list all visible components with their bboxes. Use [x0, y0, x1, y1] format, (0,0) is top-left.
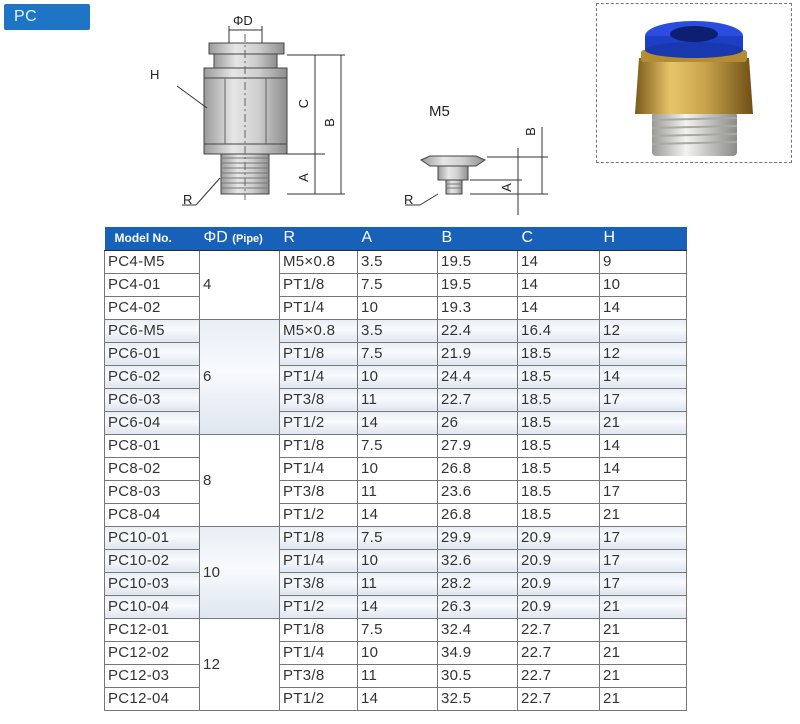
- cell-r: PT3/8: [280, 572, 358, 595]
- m5-dim-b-label: B: [522, 127, 538, 136]
- cell-pipe-diameter: 8: [200, 434, 280, 526]
- cell-a: 7.5: [358, 618, 438, 641]
- cell-b: 22.7: [438, 388, 518, 411]
- table-row: [105, 480, 687, 503]
- cell-h: 21: [600, 595, 687, 618]
- cell-model: PC12-04: [105, 687, 200, 710]
- cell-b: 26.8: [438, 503, 518, 526]
- cell-h: 14: [600, 365, 687, 388]
- cell-h: 10: [600, 273, 687, 296]
- cell-c: 16.4: [518, 319, 600, 342]
- dim-phi-d-label: ΦD: [233, 13, 253, 28]
- cell-r: PT3/8: [280, 388, 358, 411]
- dim-r-label: R: [183, 192, 193, 207]
- cell-b: 24.4: [438, 365, 518, 388]
- push-in-fitting-photo-icon: [597, 4, 791, 162]
- table-row: [105, 572, 687, 595]
- cell-a: 3.5: [358, 319, 438, 342]
- cell-model: PC12-02: [105, 641, 200, 664]
- cell-h: 21: [600, 618, 687, 641]
- series-badge-label: PC: [14, 8, 38, 25]
- cell-r: PT1/2: [280, 687, 358, 710]
- cell-b: 32.5: [438, 687, 518, 710]
- cell-r: PT1/8: [280, 273, 358, 296]
- table-row: [105, 503, 687, 526]
- cell-b: 34.9: [438, 641, 518, 664]
- cell-r: M5×0.8: [280, 250, 358, 273]
- cell-model: PC8-03: [105, 480, 200, 503]
- table-row: [105, 319, 687, 342]
- cell-model: PC10-03: [105, 572, 200, 595]
- cell-b: 19.5: [438, 273, 518, 296]
- m5-dimension-lines: [405, 127, 548, 215]
- dim-b-label: B: [321, 118, 337, 127]
- header-pipe-diameter: [200, 227, 280, 250]
- cell-model: PC4-M5: [105, 250, 200, 273]
- cell-c: 18.5: [518, 503, 600, 526]
- cell-h: 21: [600, 687, 687, 710]
- cell-h: 21: [600, 411, 687, 434]
- cell-model: PC10-01: [105, 526, 200, 549]
- cell-r: PT1/4: [280, 549, 358, 572]
- cell-c: 20.9: [518, 572, 600, 595]
- cell-b: 29.9: [438, 526, 518, 549]
- cell-model: PC10-04: [105, 595, 200, 618]
- cell-model: PC12-01: [105, 618, 200, 641]
- cell-a: 7.5: [358, 342, 438, 365]
- cell-a: 10: [358, 365, 438, 388]
- cell-r: PT3/8: [280, 480, 358, 503]
- dim-h-label: H: [150, 67, 160, 82]
- cell-b: 21.9: [438, 342, 518, 365]
- dim-c-label: C: [296, 98, 312, 109]
- cell-h: 14: [600, 296, 687, 319]
- header-c: C: [518, 227, 600, 250]
- cell-model: PC10-02: [105, 549, 200, 572]
- cell-a: 11: [358, 664, 438, 687]
- main-fitting-shape: [204, 34, 287, 200]
- cell-r: PT1/8: [280, 434, 358, 457]
- cell-model: PC6-01: [105, 342, 200, 365]
- cell-model: PC6-02: [105, 365, 200, 388]
- cell-c: 18.5: [518, 365, 600, 388]
- cell-c: 22.7: [518, 664, 600, 687]
- cell-pipe-diameter: 4: [200, 250, 280, 319]
- cell-c: 22.7: [518, 687, 600, 710]
- m5-dim-r-label: R: [404, 192, 414, 207]
- cell-b: 22.4: [438, 319, 518, 342]
- header-model-no: Model No.: [105, 227, 200, 250]
- cell-c: 18.5: [518, 434, 600, 457]
- cell-model: PC6-03: [105, 388, 200, 411]
- table-row: [105, 411, 687, 434]
- cell-a: 14: [358, 595, 438, 618]
- cell-r: PT3/8: [280, 664, 358, 687]
- cell-c: 14: [518, 250, 600, 273]
- cell-r: PT1/4: [280, 457, 358, 480]
- cell-r: PT1/8: [280, 526, 358, 549]
- cell-b: 26: [438, 411, 518, 434]
- table-row: [105, 618, 687, 641]
- cell-r: PT1/2: [280, 595, 358, 618]
- table-row: [105, 342, 687, 365]
- cell-a: 3.5: [358, 250, 438, 273]
- cell-c: 22.7: [518, 618, 600, 641]
- table-row: [105, 687, 687, 710]
- cell-b: 19.5: [438, 250, 518, 273]
- cell-pipe-diameter: 10: [200, 526, 280, 618]
- cell-h: 14: [600, 434, 687, 457]
- table-row: [105, 641, 687, 664]
- cell-a: 11: [358, 388, 438, 411]
- cell-c: 22.7: [518, 641, 600, 664]
- m5-dim-a-label: A: [498, 183, 514, 192]
- cell-r: PT1/8: [280, 618, 358, 641]
- cell-r: PT1/2: [280, 411, 358, 434]
- table-row: [105, 526, 687, 549]
- cell-h: 12: [600, 342, 687, 365]
- cell-r: PT1/4: [280, 365, 358, 388]
- cell-a: 7.5: [358, 526, 438, 549]
- cell-r: PT1/4: [280, 641, 358, 664]
- cell-h: 12: [600, 319, 687, 342]
- cell-r: PT1/8: [280, 342, 358, 365]
- cell-b: 30.5: [438, 664, 518, 687]
- cell-a: 11: [358, 480, 438, 503]
- cell-h: 21: [600, 664, 687, 687]
- header-phi-d: ΦD: [203, 229, 228, 247]
- table-header-row: [105, 227, 687, 250]
- cell-model: PC8-04: [105, 503, 200, 526]
- cell-r: PT1/2: [280, 503, 358, 526]
- cell-model: PC12-03: [105, 664, 200, 687]
- cell-b: 26.3: [438, 595, 518, 618]
- cell-b: 32.4: [438, 618, 518, 641]
- cell-r: M5×0.8: [280, 319, 358, 342]
- cell-a: 14: [358, 503, 438, 526]
- cell-h: 21: [600, 641, 687, 664]
- m5-title: M5: [429, 103, 450, 120]
- cell-b: 28.2: [438, 572, 518, 595]
- product-photo: [596, 3, 792, 163]
- cell-b: 19.3: [438, 296, 518, 319]
- cell-h: 17: [600, 526, 687, 549]
- table-row: [105, 664, 687, 687]
- cell-c: 18.5: [518, 480, 600, 503]
- dimension-table: [104, 227, 687, 711]
- cell-model: PC4-02: [105, 296, 200, 319]
- cell-a: 11: [358, 572, 438, 595]
- table-row: [105, 273, 687, 296]
- table-row: [105, 250, 687, 273]
- cell-h: 21: [600, 503, 687, 526]
- cell-b: 27.9: [438, 434, 518, 457]
- cell-a: 7.5: [358, 273, 438, 296]
- header-r: R: [280, 227, 358, 250]
- table-row: [105, 549, 687, 572]
- table-row: [105, 388, 687, 411]
- cell-h: 9: [600, 250, 687, 273]
- cell-c: 14: [518, 296, 600, 319]
- cell-c: 20.9: [518, 549, 600, 572]
- header-pipe-unit: (Pipe): [232, 233, 263, 246]
- cell-c: 18.5: [518, 342, 600, 365]
- header-h: H: [600, 227, 687, 250]
- cell-r: PT1/4: [280, 296, 358, 319]
- cell-c: 18.5: [518, 457, 600, 480]
- cell-c: 14: [518, 273, 600, 296]
- table-body: [105, 250, 687, 710]
- header-a: A: [358, 227, 438, 250]
- cell-a: 10: [358, 641, 438, 664]
- table-row: [105, 296, 687, 319]
- cell-model: PC6-M5: [105, 319, 200, 342]
- cell-h: 17: [600, 388, 687, 411]
- cell-a: 14: [358, 411, 438, 434]
- dim-a-label: A: [295, 173, 311, 182]
- cell-a: 10: [358, 296, 438, 319]
- cell-b: 26.8: [438, 457, 518, 480]
- cell-b: 32.6: [438, 549, 518, 572]
- table-row: [105, 434, 687, 457]
- cell-h: 14: [600, 457, 687, 480]
- cell-c: 18.5: [518, 411, 600, 434]
- cell-model: PC4-01: [105, 273, 200, 296]
- cell-model: PC6-04: [105, 411, 200, 434]
- cell-model: PC8-02: [105, 457, 200, 480]
- cell-h: 17: [600, 480, 687, 503]
- cell-a: 10: [358, 457, 438, 480]
- table-row: [105, 457, 687, 480]
- cell-h: 17: [600, 549, 687, 572]
- cell-c: 20.9: [518, 526, 600, 549]
- cell-pipe-diameter: 6: [200, 319, 280, 434]
- table-row: [105, 365, 687, 388]
- cell-a: 10: [358, 549, 438, 572]
- m5-fitting-shape: [421, 156, 485, 194]
- cell-a: 14: [358, 687, 438, 710]
- table-row: [105, 595, 687, 618]
- cell-c: 18.5: [518, 388, 600, 411]
- cell-h: 17: [600, 572, 687, 595]
- cell-c: 20.9: [518, 595, 600, 618]
- cell-b: 23.6: [438, 480, 518, 503]
- cell-pipe-diameter: 12: [200, 618, 280, 710]
- cell-model: PC8-01: [105, 434, 200, 457]
- header-b: B: [438, 227, 518, 250]
- cell-a: 7.5: [358, 434, 438, 457]
